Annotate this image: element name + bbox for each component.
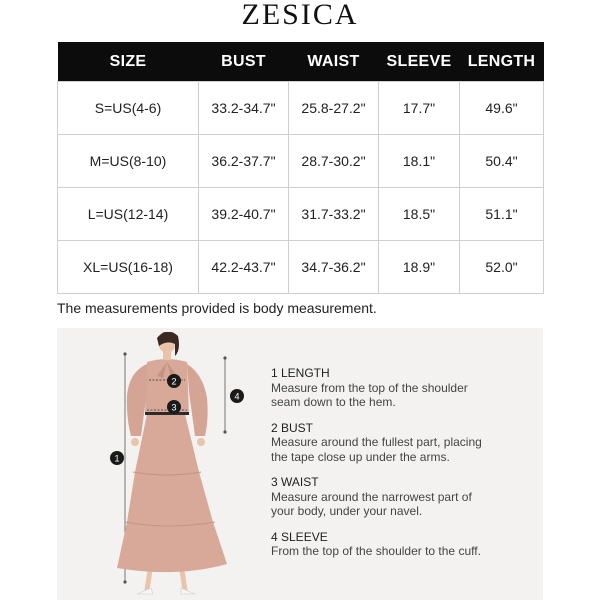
dress-belt bbox=[145, 412, 189, 415]
header-waist: WAIST bbox=[289, 42, 379, 82]
cell-waist: 31.7-33.2" bbox=[289, 188, 379, 241]
cell-bust: 33.2-34.7" bbox=[199, 82, 289, 135]
measurement-note: The measurements provided is body measurement. bbox=[57, 300, 377, 316]
size-chart-table bbox=[57, 42, 544, 294]
step-desc-line: Measure around the narrowest part of bbox=[271, 489, 472, 504]
step-desc-line: the tape close up under the arms. bbox=[271, 449, 450, 464]
svg-text:1: 1 bbox=[114, 453, 120, 464]
cell-length: 50.4" bbox=[460, 135, 544, 188]
step-waist bbox=[271, 475, 531, 519]
cell-size: M=US(8-10) bbox=[58, 135, 199, 188]
cell-bust: 36.2-37.7" bbox=[199, 135, 289, 188]
cell-sleeve: 18.9" bbox=[379, 241, 460, 294]
cell-length: 52.0" bbox=[460, 241, 544, 294]
step-sleeve bbox=[271, 530, 531, 559]
measurement-steps bbox=[271, 366, 531, 570]
step-desc-line: Measure from the top of the shoulder bbox=[271, 380, 468, 395]
header-bust: BUST bbox=[199, 42, 289, 82]
sleeve-guide-bottom bbox=[223, 430, 226, 433]
marker-bust bbox=[167, 374, 181, 388]
measurement-guide-panel bbox=[57, 328, 543, 600]
header-length: LENGTH bbox=[460, 42, 544, 82]
svg-text:2: 2 bbox=[171, 376, 177, 387]
table-row bbox=[58, 241, 544, 294]
svg-text:3: 3 bbox=[171, 402, 177, 413]
sleeve-guide-top bbox=[223, 356, 226, 359]
marker-waist bbox=[167, 400, 181, 414]
cell-size: XL=US(16-18) bbox=[58, 241, 199, 294]
marker-sleeve bbox=[230, 389, 244, 403]
step-title: 4 SLEEVE bbox=[271, 529, 328, 544]
marker-length bbox=[110, 451, 124, 465]
dress-skirt bbox=[117, 414, 227, 572]
table-row bbox=[58, 188, 544, 241]
step-bust bbox=[271, 421, 531, 465]
step-desc-line: your body, under your navel. bbox=[271, 504, 423, 518]
cell-sleeve: 17.7" bbox=[379, 82, 460, 135]
step-desc-line: seam down to the hem. bbox=[271, 395, 396, 409]
cell-waist: 25.8-27.2" bbox=[289, 82, 379, 135]
dress-sleeve bbox=[187, 364, 208, 436]
length-guide-top bbox=[123, 352, 126, 355]
cell-length: 49.6" bbox=[460, 82, 544, 135]
cell-sleeve: 18.5" bbox=[379, 188, 460, 241]
table-row bbox=[58, 135, 544, 188]
step-desc-line: From the top of the shoulder to the cuff. bbox=[271, 544, 481, 558]
model-hand bbox=[131, 438, 139, 446]
step-desc-line: Measure around the fullest part, placing bbox=[271, 435, 482, 449]
dress-bodice bbox=[145, 359, 189, 414]
cell-length: 51.1" bbox=[460, 188, 544, 241]
model-hand bbox=[197, 438, 205, 446]
step-length bbox=[271, 366, 531, 410]
header-sleeve: SLEEVE bbox=[379, 42, 460, 82]
step-title: 3 WAIST bbox=[271, 475, 319, 489]
cell-waist: 34.7-36.2" bbox=[289, 241, 379, 294]
cell-sleeve: 18.1" bbox=[379, 135, 460, 188]
model-figure bbox=[77, 332, 257, 600]
header-size: SIZE bbox=[58, 42, 199, 82]
cell-bust: 39.2-40.7" bbox=[199, 188, 289, 241]
table-row bbox=[58, 82, 544, 135]
cell-waist: 28.7-30.2" bbox=[289, 135, 379, 188]
length-guide-bottom bbox=[123, 580, 126, 583]
svg-text:4: 4 bbox=[234, 391, 240, 402]
cell-size: L=US(12-14) bbox=[58, 188, 199, 241]
dress-sleeve bbox=[127, 364, 147, 436]
cell-bust: 42.2-43.7" bbox=[199, 241, 289, 294]
table-header-row bbox=[58, 42, 544, 82]
step-title: 1 LENGTH bbox=[271, 366, 330, 380]
step-title: 2 BUST bbox=[271, 420, 314, 435]
model-shoe bbox=[181, 588, 195, 594]
cell-size: S=US(4-6) bbox=[58, 82, 199, 135]
brand-logo: ZESICA bbox=[241, 0, 359, 31]
